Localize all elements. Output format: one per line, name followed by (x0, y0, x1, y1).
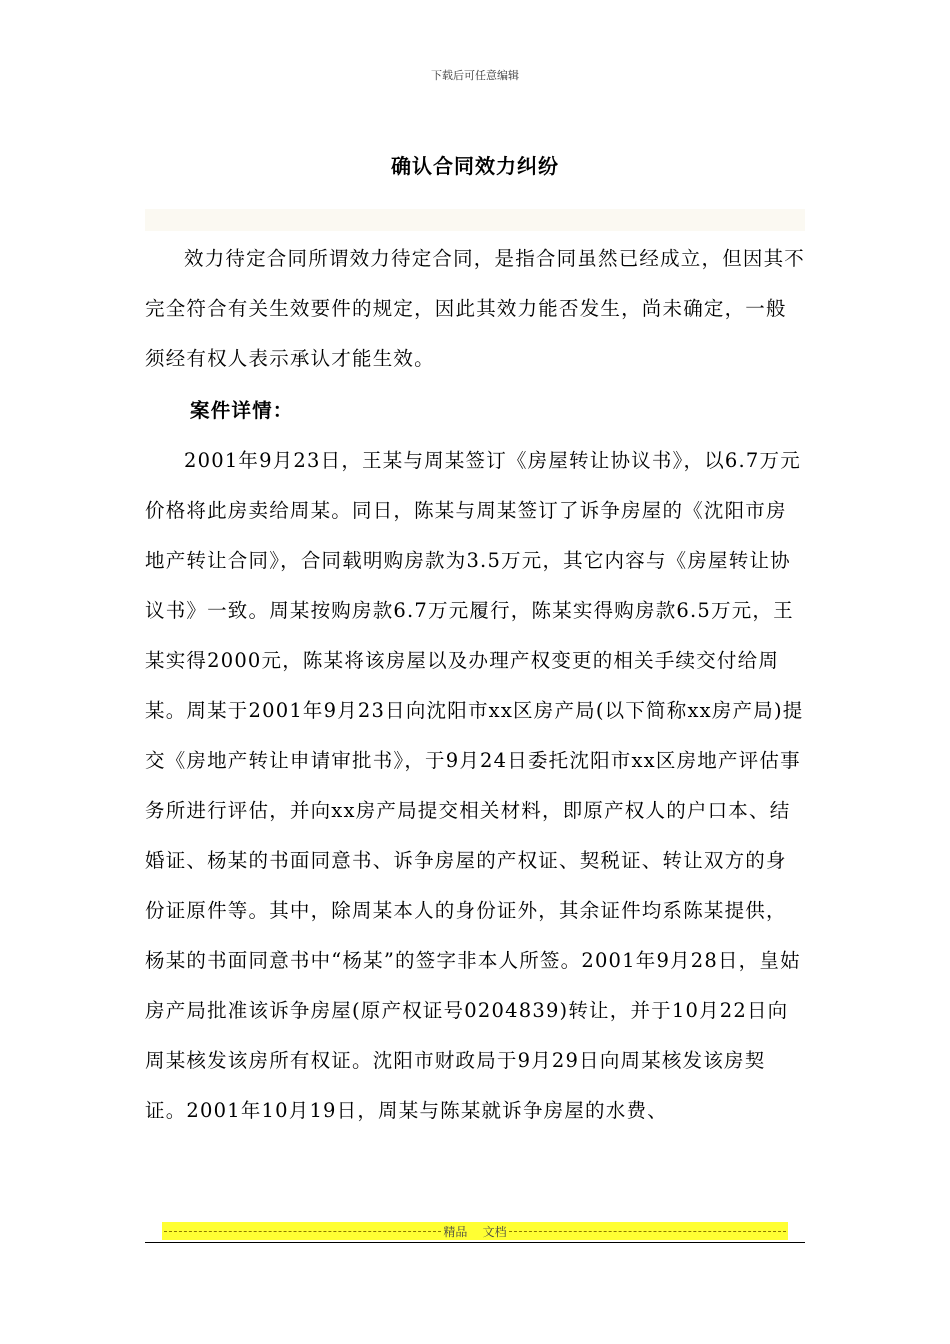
details-text: 2001年9月23日，王某与周某签订《房屋转让协议书》，以6.7万元价格将此房卖给周某。同日，陈某与周某签订了诉争房屋的《沈阳市房地产转让合同》，合同载明购房款为3.5万元，其它内容与《房屋转让协议书》一致。周某按购房款6.7万元履行，陈某实得购房款6.5万元，王某实得2000元，陈某将该房屋以及办理产权变更的相关手续交付给周某。周某于2001年9月23日向沈阳市xx区房产局(以下简称xx房产局)提交《房地产转让申请审批书》，于9月24日委托沈阳市xx区房地产评估事务所进行评估，并向xx房产局提交相关材料，即原产权人的户口本、结婚证、杨某的书面同意书、诉争房屋的产权证、契税证、转让双方的身份证原件等。其中，除周某本人的身份证外，其余证件均系陈某提供，杨某的书面同意书中“杨某”的签字非本人所签。2001年9月28日，皇姑房产局批准该诉争房屋(原产权证号0204839)转让，并于10月22日向周某核发该房所有权证。沈阳市财政局于9月29日向周某核发该房契证。2001年10月19日，周某与陈某就诉争房屋的水费、 (145, 449, 804, 1122)
footer-label: 精品 文档 (443, 1224, 507, 1239)
document-title: 确认合同效力纠纷 (391, 154, 559, 178)
header-note: 下载后可任意编辑 (431, 69, 519, 82)
footer-bar (162, 1222, 788, 1240)
details-paragraph (145, 436, 805, 1136)
section-heading: 案件详情： (190, 399, 294, 422)
intro-paragraph (145, 234, 805, 384)
footer-dash-left (164, 1231, 441, 1232)
intro-text: 效力待定合同所谓效力待定合同，是指合同虽然已经成立，但因其不完全符合有关生效要件的规定，因此其效力能否发生，尚未确定，一般须经有权人表示承认才能生效。 (145, 247, 806, 370)
title-band (145, 209, 805, 231)
footer-rule (145, 1242, 805, 1243)
footer-dash-right (509, 1231, 786, 1232)
